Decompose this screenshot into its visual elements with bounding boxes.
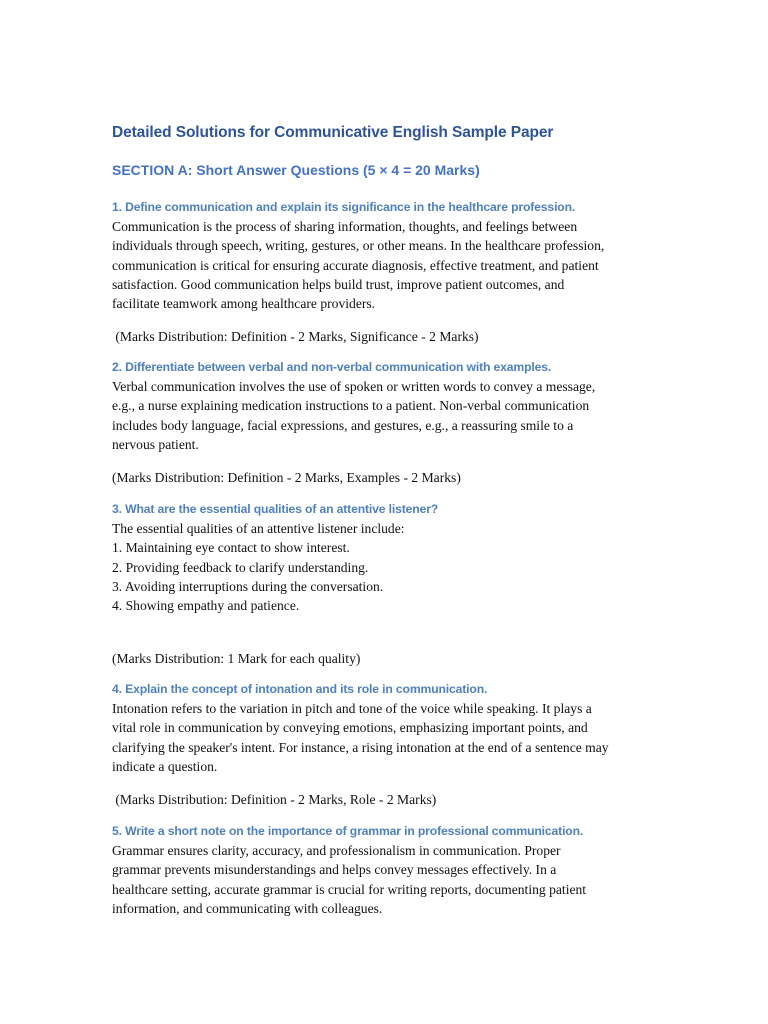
answer-text (112, 217, 657, 313)
answer-line: 2. Providing feedback to clarify understanding. (112, 559, 369, 575)
answer-line: 1. Maintaining eye contact to show interest. (112, 540, 350, 556)
answer-text (112, 519, 657, 615)
answer-line: communication is critical for ensuring accurate diagnosis, effective treatment, and patient (112, 257, 599, 273)
answer-line: individuals through speech, writing, gestures, or other means. In the healthcare profession, (112, 238, 605, 254)
question-title: 3. What are the essential qualities of an attentive listener? (112, 502, 439, 516)
answer-line: information, and communicating with colleagues. (112, 900, 383, 916)
document-title: Detailed Solutions for Communicative English Sample Paper (112, 124, 554, 141)
question-3 (112, 500, 657, 615)
answer-line: clarifying the speaker's intent. For instance, a rising intonation at the end of a sentence may (112, 739, 609, 755)
answer-line: includes body language, facial expressions, and gestures, e.g., a reassuring smile to a (112, 417, 574, 433)
answer-line: nervous patient. (112, 436, 199, 452)
answer-text (112, 699, 657, 776)
answer-line: Verbal communication involves the use of spoken or written words to convey a message, (112, 379, 596, 394)
answer-line: indicate a question. (112, 758, 218, 774)
question-title: 4. Explain the concept of intonation and its role in communication. (112, 682, 488, 696)
answer-line: The essential qualities of an attentive listener include: (112, 521, 405, 536)
answer-text (112, 841, 657, 918)
marks-distribution: (Marks Distribution: Definition - 2 Marks, Role - 2 Marks) (112, 792, 437, 807)
answer-text (112, 377, 657, 454)
question-4 (112, 680, 657, 776)
answer-line: e.g., a nurse explaining medication instructions to a patient. Non-verbal communication (112, 398, 590, 414)
marks-distribution: (Marks Distribution: Definition - 2 Marks, Examples - 2 Marks) (112, 470, 461, 485)
answer-line: 4. Showing empathy and patience. (112, 598, 300, 614)
question-title: 2. Differentiate between verbal and non-verbal communication with examples. (112, 360, 552, 374)
answer-line: grammar prevents misunderstandings and helps convey messages effectively. In a (112, 862, 557, 878)
answer-line: Intonation refers to the variation in pitch and tone of the voice while speaking. It plays a (112, 701, 592, 716)
answer-line: 3. Avoiding interruptions during the conversation. (112, 578, 384, 594)
answer-line: Communication is the process of sharing information, thoughts, and feelings between (112, 219, 578, 234)
answer-line: satisfaction. Good communication helps build trust, improve patient outcomes, and (112, 276, 565, 292)
question-1 (112, 198, 657, 313)
question-title: 1. Define communication and explain its significance in the healthcare profession. (112, 200, 576, 214)
question-5 (112, 822, 657, 918)
answer-line: facilitate teamwork among healthcare providers. (112, 296, 376, 312)
marks-distribution: (Marks Distribution: Definition - 2 Marks, Significance - 2 Marks) (112, 329, 479, 344)
answer-line: Grammar ensures clarity, accuracy, and professionalism in communication. Proper (112, 843, 561, 858)
section-heading: SECTION A: Short Answer Questions (5 × 4 = 20 Marks) (112, 162, 480, 178)
marks-distribution: (Marks Distribution: 1 Mark for each quality) (112, 651, 361, 666)
question-2 (112, 358, 657, 454)
answer-line: vital role in communication by conveying emotions, emphasizing important points, and (112, 720, 588, 736)
question-title: 5. Write a short note on the importance of grammar in professional communication. (112, 824, 584, 838)
answer-line: healthcare setting, accurate grammar is crucial for writing reports, documenting patient (112, 881, 587, 897)
